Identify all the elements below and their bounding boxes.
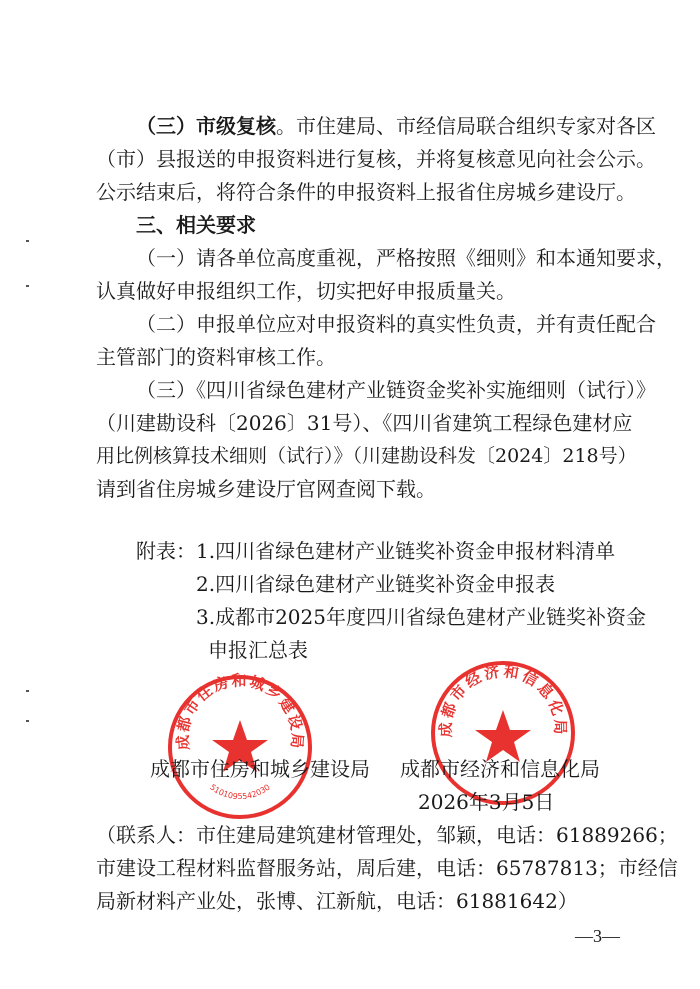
contact-line-2: 市建设工程材料监督服务站，周后建，电话：65787813；市经信 <box>96 856 678 880</box>
req2-line2: 主管部门的资料审核工作。 <box>96 345 336 369</box>
seal1-ring-text: 成都市住房和城乡建设局 <box>173 672 307 751</box>
binding-mark <box>26 720 29 722</box>
signature-date: 2026年3月5日 <box>418 790 555 814</box>
p3-line2: （市）县报送的申报资料进行复核，并将复核意见向社会公示。 <box>96 147 656 171</box>
p3-line1-rest: 。市住建局、市经信局联合组织专家对各区 <box>276 114 656 138</box>
svg-text:5101095542030 <box>208 783 272 802</box>
req3-line2: （川建勘设科〔2026〕31号）、《四川省建筑工程绿色建材应 <box>96 411 633 435</box>
req2-line1: （二）申报单位应对申报资料的真实性负责，并有责任配合 <box>136 312 656 336</box>
attachment-item-3-cont: 申报汇总表 <box>208 638 308 662</box>
binding-mark <box>26 285 29 287</box>
contact-line-1: （联系人：市住建局建筑建材管理处，邹颖，电话：61889266； <box>96 823 678 847</box>
seal2-ring-text: 成都市经济和信息化局 <box>436 662 570 738</box>
seal2-star-icon <box>475 710 531 762</box>
req3-line1: （三）《四川省绿色建材产业链资金奖补实施细则（试行）》 <box>136 378 656 402</box>
attachment-item-2: 2.四川省绿色建材产业链奖补资金申报表 <box>196 572 556 596</box>
attachment-item-3: 3.成都市2025年度四川省绿色建材产业链奖补资金 <box>196 605 646 629</box>
p3-line3: 公示结束后，将符合条件的申报资料上报省住房城乡建设厅。 <box>96 180 636 204</box>
req3-line4: 请到省住房城乡建设厅官网查阅下载。 <box>96 477 436 501</box>
section3-heading: 三、相关要求 <box>136 213 256 237</box>
p3-label: （三）市级复核 <box>136 114 276 138</box>
seal1-code: 5101095542030 <box>208 782 272 802</box>
binding-mark <box>26 240 29 242</box>
seal-economy-bureau <box>428 658 578 808</box>
req1-line2: 认真做好申报组织工作，切实把好申报质量关。 <box>96 279 516 303</box>
seal-housing-bureau <box>165 672 315 822</box>
signature-org-1: 成都市住房和城乡建设局 <box>150 757 370 781</box>
page-number: —3— <box>575 926 620 946</box>
p3-line1 <box>136 113 656 139</box>
req3-line3: 用比例核算技术细则（试行）》（川建勘设科发〔2024〕218号） <box>96 445 637 467</box>
req1-line1: （一）请各单位高度重视，严格按照《细则》和本通知要求， <box>136 246 676 270</box>
binding-mark <box>26 690 29 692</box>
attachment-item-1: 1.四川省绿色建材产业链奖补资金申报材料清单 <box>196 539 616 563</box>
contact-line-3: 局新材料产业处，张博、江新航，电话：61881642） <box>96 889 578 913</box>
signature-org-2: 成都市经济和信息化局 <box>400 757 600 781</box>
attachment-label: 附表： <box>136 539 196 563</box>
